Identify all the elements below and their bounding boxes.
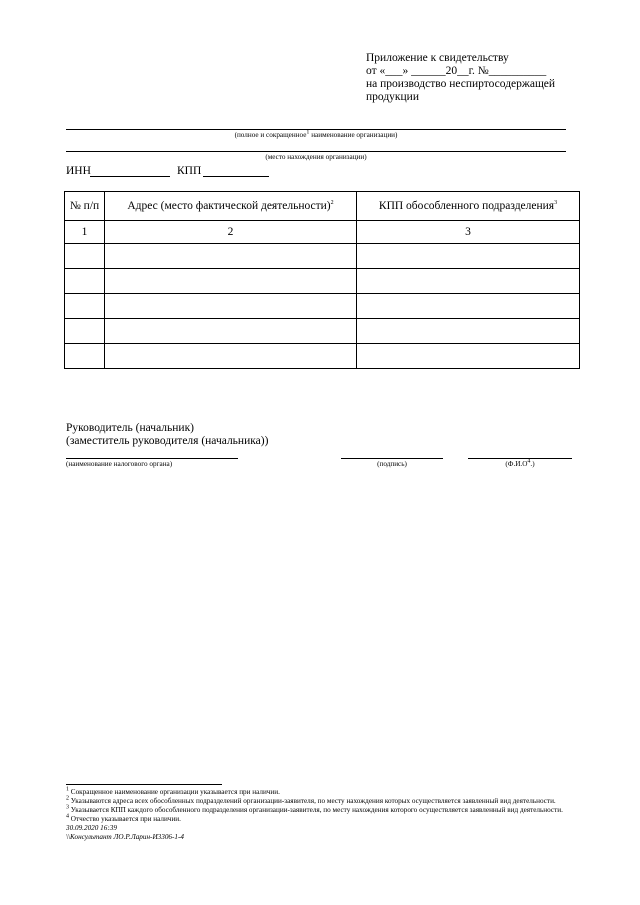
table-cell[interactable] — [105, 319, 357, 344]
org-location-caption: (место нахождения организации) — [265, 153, 367, 161]
signature-role-line-1: Руководитель (начальник) — [66, 422, 194, 434]
footnote-1: $^1$ Сокращенное наименование организации указывается при наличии. — [66, 786, 280, 796]
table-cell[interactable] — [65, 344, 105, 369]
signature-role-line-2: (заместитель руководителя (начальника)) — [66, 435, 269, 447]
tax-authority-caption: (наименование налогового органа) — [66, 460, 173, 468]
org-name-caption: (полное и сокращенное$^1$ наименование организации) — [234, 129, 398, 139]
table-cell[interactable] — [65, 244, 105, 269]
table-cell[interactable] — [357, 294, 580, 319]
print-date: 30.09.2020 16:39 — [66, 824, 117, 832]
table-cell[interactable] — [105, 294, 357, 319]
signature-caption: (подпись) — [377, 460, 407, 468]
kpp-field-line — [203, 176, 269, 177]
inn-field-line — [90, 176, 170, 177]
subdivisions-table — [64, 191, 580, 369]
org-name-line — [66, 129, 566, 130]
table-cell[interactable] — [357, 344, 580, 369]
num-cell-3: 3 — [357, 221, 580, 244]
table-cell[interactable] — [357, 244, 580, 269]
table-cell[interactable] — [357, 319, 580, 344]
appendix-header — [366, 52, 596, 104]
table-cell[interactable] — [105, 244, 357, 269]
footnote-separator — [66, 784, 222, 785]
table-numbering-row — [65, 221, 580, 244]
fio-line — [468, 458, 572, 459]
table-cell[interactable] — [65, 269, 105, 294]
header-number: № п/п — [65, 192, 105, 221]
signature-line — [341, 458, 443, 459]
num-cell-2: 2 — [105, 221, 357, 244]
appendix-line-3: на производство неспиртосодержащей — [366, 78, 556, 90]
table-row — [65, 269, 580, 294]
footnote-4: $^4$ Отчество указывается при наличии. — [66, 813, 181, 823]
appendix-line-2: от «___» ______20__г. №__________ — [366, 65, 547, 77]
appendix-line-4: продукции — [366, 91, 419, 103]
table-header-row — [65, 192, 580, 221]
table-row — [65, 244, 580, 269]
footnotes — [66, 788, 596, 842]
inn-label: ИНН — [66, 165, 91, 177]
appendix-line-1: Приложение к свидетельству — [366, 52, 509, 64]
table-cell[interactable] — [105, 269, 357, 294]
table-row — [65, 294, 580, 319]
num-cell-1: 1 — [65, 221, 105, 244]
signature-role — [66, 422, 268, 448]
table-row — [65, 344, 580, 369]
kpp-label: КПП — [177, 165, 202, 177]
table-cell[interactable] — [65, 319, 105, 344]
fio-caption: $(Ф.И.О^4.)$ — [505, 458, 535, 468]
header-address: Адрес (место фактической деятельности)$^2$ — [105, 192, 357, 221]
table-cell[interactable] — [105, 344, 357, 369]
org-location-line — [66, 151, 566, 152]
footnote-2: $^2$ Указываются адреса всех обособленных подразделений организации-заявителя, по месту нахождения которых осуществляется заявленный вид деятельности. — [66, 795, 556, 805]
print-source: \\Консультант ЛО.Р.Ларин-И3306-1-4 — [66, 833, 184, 841]
tax-authority-line — [66, 458, 238, 459]
header-kpp: КПП обособленного подразделения$^3$ — [357, 192, 580, 221]
table-cell[interactable] — [357, 269, 580, 294]
table-cell[interactable] — [65, 294, 105, 319]
table-row — [65, 319, 580, 344]
footnote-3: $^3$ Указывается КПП каждого обособленного подразделения организации-заявителя, по месту нахождения которого осуществляется заявленный вид деятельности. — [66, 804, 563, 814]
